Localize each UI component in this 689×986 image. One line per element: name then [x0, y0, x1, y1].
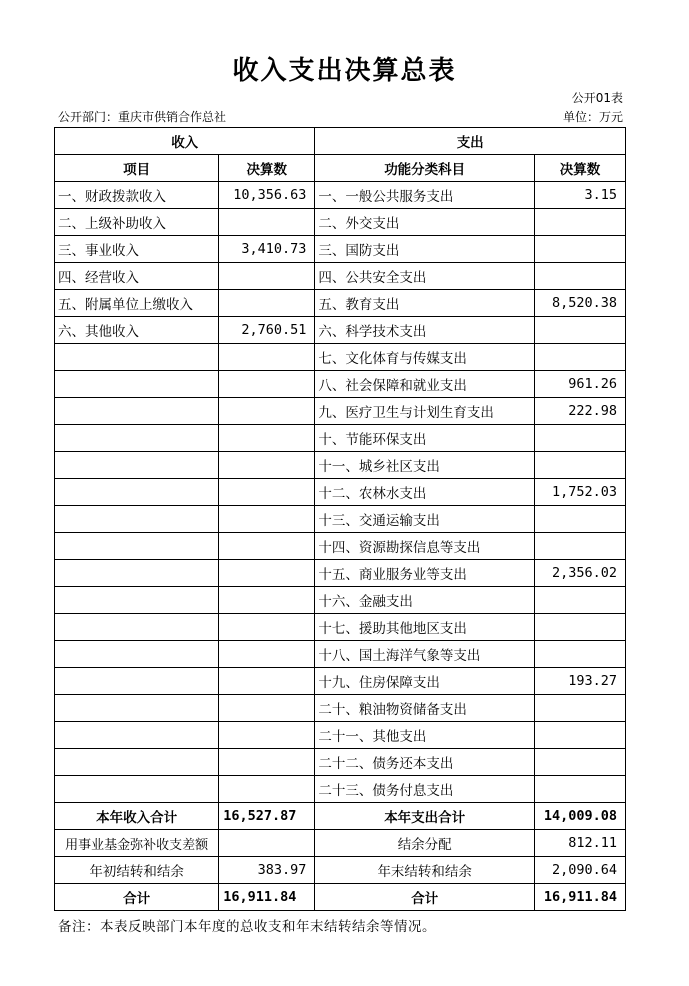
table-row	[55, 722, 626, 749]
table-row	[55, 182, 626, 209]
expense-amount-cell	[535, 452, 626, 479]
table-row	[55, 641, 626, 668]
expense-item-cell: 十二、农林水支出	[315, 479, 535, 506]
table-row	[55, 533, 626, 560]
expense-amount-cell: 8,520.38	[535, 290, 626, 317]
expense-item-cell: 十一、城乡社区支出	[315, 452, 535, 479]
expense-amount-cell	[535, 344, 626, 371]
expense-item-cell: 十六、金融支出	[315, 587, 535, 614]
expense-amount-cell: 2,356.02	[535, 560, 626, 587]
income-total-label: 本年收入合计	[55, 803, 219, 830]
expense-item-cell: 十五、商业服务业等支出	[315, 560, 535, 587]
unit-label: 单位：万元	[562, 110, 623, 124]
expense-item-cell: 四、公共安全支出	[315, 263, 535, 290]
table-row	[55, 398, 626, 425]
income-item-cell	[55, 722, 219, 749]
grand-total-left-value: 16,911.84	[219, 884, 315, 911]
expense-amount-cell	[535, 776, 626, 803]
table-row	[55, 506, 626, 533]
grand-total-right-value: 16,911.84	[535, 884, 626, 911]
table-row	[55, 209, 626, 236]
table-row	[55, 587, 626, 614]
income-amount-cell	[219, 722, 315, 749]
income-amount-cell	[219, 290, 315, 317]
form-number: 公开01表	[571, 91, 623, 105]
table-row	[55, 749, 626, 776]
table-row	[55, 668, 626, 695]
income-amount-cell	[219, 587, 315, 614]
income-total-value: 16,527.87	[219, 803, 315, 830]
expense-amount-cell	[535, 209, 626, 236]
expense-item-cell: 七、文化体育与传媒支出	[315, 344, 535, 371]
expense-amount-cell	[535, 749, 626, 776]
income-amount-cell	[219, 614, 315, 641]
income-item-cell: 六、其他收入	[55, 317, 219, 344]
department-label: 公开部门：重庆市供销合作总社	[58, 110, 227, 124]
income-item-header: 项目	[55, 155, 219, 182]
expense-total-value: 14,009.08	[535, 803, 626, 830]
income-item-cell: 二、上级补助收入	[55, 209, 219, 236]
income-amount-cell	[219, 668, 315, 695]
page-title: 收入支出决算总表	[232, 56, 457, 86]
expense-item-header: 功能分类科目	[315, 155, 535, 182]
expense-item-cell: 十四、资源勘探信息等支出	[315, 533, 535, 560]
expense-amount-cell: 961.26	[535, 371, 626, 398]
expense-amount-cell	[535, 641, 626, 668]
income-item-cell	[55, 371, 219, 398]
income-item-cell	[55, 749, 219, 776]
expense-amount-header: 决算数	[535, 155, 626, 182]
expense-amount-cell	[535, 317, 626, 344]
expense-item-cell: 三、国防支出	[315, 236, 535, 263]
grand-total-label-right: 合计	[315, 884, 535, 911]
expense-amount-cell: 1,752.03	[535, 479, 626, 506]
total-row	[55, 803, 626, 830]
expense-amount-cell: 193.27	[535, 668, 626, 695]
income-item-cell: 三、事业收入	[55, 236, 219, 263]
table-row	[55, 695, 626, 722]
surplus-alloc-value: 812.11	[535, 830, 626, 857]
begin-balance-value: 383.97	[219, 857, 315, 884]
expense-item-cell: 十八、国土海洋气象等支出	[315, 641, 535, 668]
expense-amount-cell	[535, 533, 626, 560]
header-row-columns	[55, 155, 626, 182]
expense-item-cell: 二十、粮油物资储备支出	[315, 695, 535, 722]
table-row	[55, 614, 626, 641]
expense-total-label: 本年支出合计	[315, 803, 535, 830]
footnote: 备注：本表反映部门本年度的总收支和年末结转结余等情况。	[58, 919, 436, 935]
income-amount-cell	[219, 452, 315, 479]
expense-amount-cell	[535, 236, 626, 263]
fund-value	[219, 830, 315, 857]
income-amount-cell	[219, 479, 315, 506]
income-amount-cell	[219, 209, 315, 236]
expense-amount-cell	[535, 587, 626, 614]
income-amount-header: 决算数	[219, 155, 315, 182]
income-amount-cell: 2,760.51	[219, 317, 315, 344]
grand-total-row	[55, 884, 626, 911]
income-item-cell	[55, 398, 219, 425]
income-amount-cell	[219, 776, 315, 803]
income-amount-cell	[219, 425, 315, 452]
income-amount-cell: 3,410.73	[219, 236, 315, 263]
table-row	[55, 371, 626, 398]
expense-item-cell: 十九、住房保障支出	[315, 668, 535, 695]
income-item-cell	[55, 560, 219, 587]
expense-amount-cell	[535, 614, 626, 641]
income-item-cell	[55, 533, 219, 560]
expense-amount-cell	[535, 722, 626, 749]
income-expense-table	[54, 127, 626, 911]
expense-item-cell: 一、一般公共服务支出	[315, 182, 535, 209]
expense-amount-cell: 3.15	[535, 182, 626, 209]
income-amount-cell	[219, 749, 315, 776]
income-item-cell	[55, 344, 219, 371]
income-item-cell	[55, 506, 219, 533]
surplus-alloc-label: 结余分配	[315, 830, 535, 857]
expense-amount-cell: 222.98	[535, 398, 626, 425]
table-row	[55, 290, 626, 317]
income-amount-cell	[219, 560, 315, 587]
income-item-cell: 五、附属单位上缴收入	[55, 290, 219, 317]
income-item-cell: 一、财政拨款收入	[55, 182, 219, 209]
expense-item-cell: 六、科学技术支出	[315, 317, 535, 344]
table-row	[55, 560, 626, 587]
expense-amount-cell	[535, 263, 626, 290]
table-row	[55, 236, 626, 263]
expense-amount-cell	[535, 506, 626, 533]
income-item-cell	[55, 668, 219, 695]
income-amount-cell	[219, 344, 315, 371]
end-balance-label: 年末结转和结余	[315, 857, 535, 884]
income-group-header: 收入	[55, 128, 315, 155]
fund-label: 用事业基金弥补收支差额	[55, 830, 219, 857]
income-amount-cell	[219, 263, 315, 290]
table-row	[55, 425, 626, 452]
expense-item-cell: 九、医疗卫生与计划生育支出	[315, 398, 535, 425]
table-row	[55, 317, 626, 344]
table-row	[55, 776, 626, 803]
expense-item-cell: 十、节能环保支出	[315, 425, 535, 452]
income-amount-cell	[219, 695, 315, 722]
income-amount-cell	[219, 533, 315, 560]
income-item-cell	[55, 587, 219, 614]
expense-item-cell: 五、教育支出	[315, 290, 535, 317]
expense-item-cell: 十三、交通运输支出	[315, 506, 535, 533]
expense-item-cell: 二十二、债务还本支出	[315, 749, 535, 776]
table-row	[55, 263, 626, 290]
expense-group-header: 支出	[315, 128, 626, 155]
income-amount-cell	[219, 398, 315, 425]
income-item-cell	[55, 695, 219, 722]
balance-row	[55, 857, 626, 884]
income-amount-cell: 10,356.63	[219, 182, 315, 209]
income-item-cell: 四、经营收入	[55, 263, 219, 290]
income-item-cell	[55, 641, 219, 668]
expense-item-cell: 二十一、其他支出	[315, 722, 535, 749]
expense-amount-cell	[535, 425, 626, 452]
table-row	[55, 479, 626, 506]
income-amount-cell	[219, 371, 315, 398]
table-row	[55, 452, 626, 479]
expense-item-cell: 十七、援助其他地区支出	[315, 614, 535, 641]
expense-item-cell: 八、社会保障和就业支出	[315, 371, 535, 398]
income-item-cell	[55, 452, 219, 479]
income-item-cell	[55, 425, 219, 452]
begin-balance-label: 年初结转和结余	[55, 857, 219, 884]
grand-total-label-left: 合计	[55, 884, 219, 911]
income-item-cell	[55, 776, 219, 803]
expense-amount-cell	[535, 695, 626, 722]
income-amount-cell	[219, 641, 315, 668]
table-row	[55, 344, 626, 371]
fund-row	[55, 830, 626, 857]
income-amount-cell	[219, 506, 315, 533]
end-balance-value: 2,090.64	[535, 857, 626, 884]
header-row-group	[55, 128, 626, 155]
expense-item-cell: 二十三、债务付息支出	[315, 776, 535, 803]
expense-item-cell: 二、外交支出	[315, 209, 535, 236]
income-item-cell	[55, 479, 219, 506]
income-item-cell	[55, 614, 219, 641]
